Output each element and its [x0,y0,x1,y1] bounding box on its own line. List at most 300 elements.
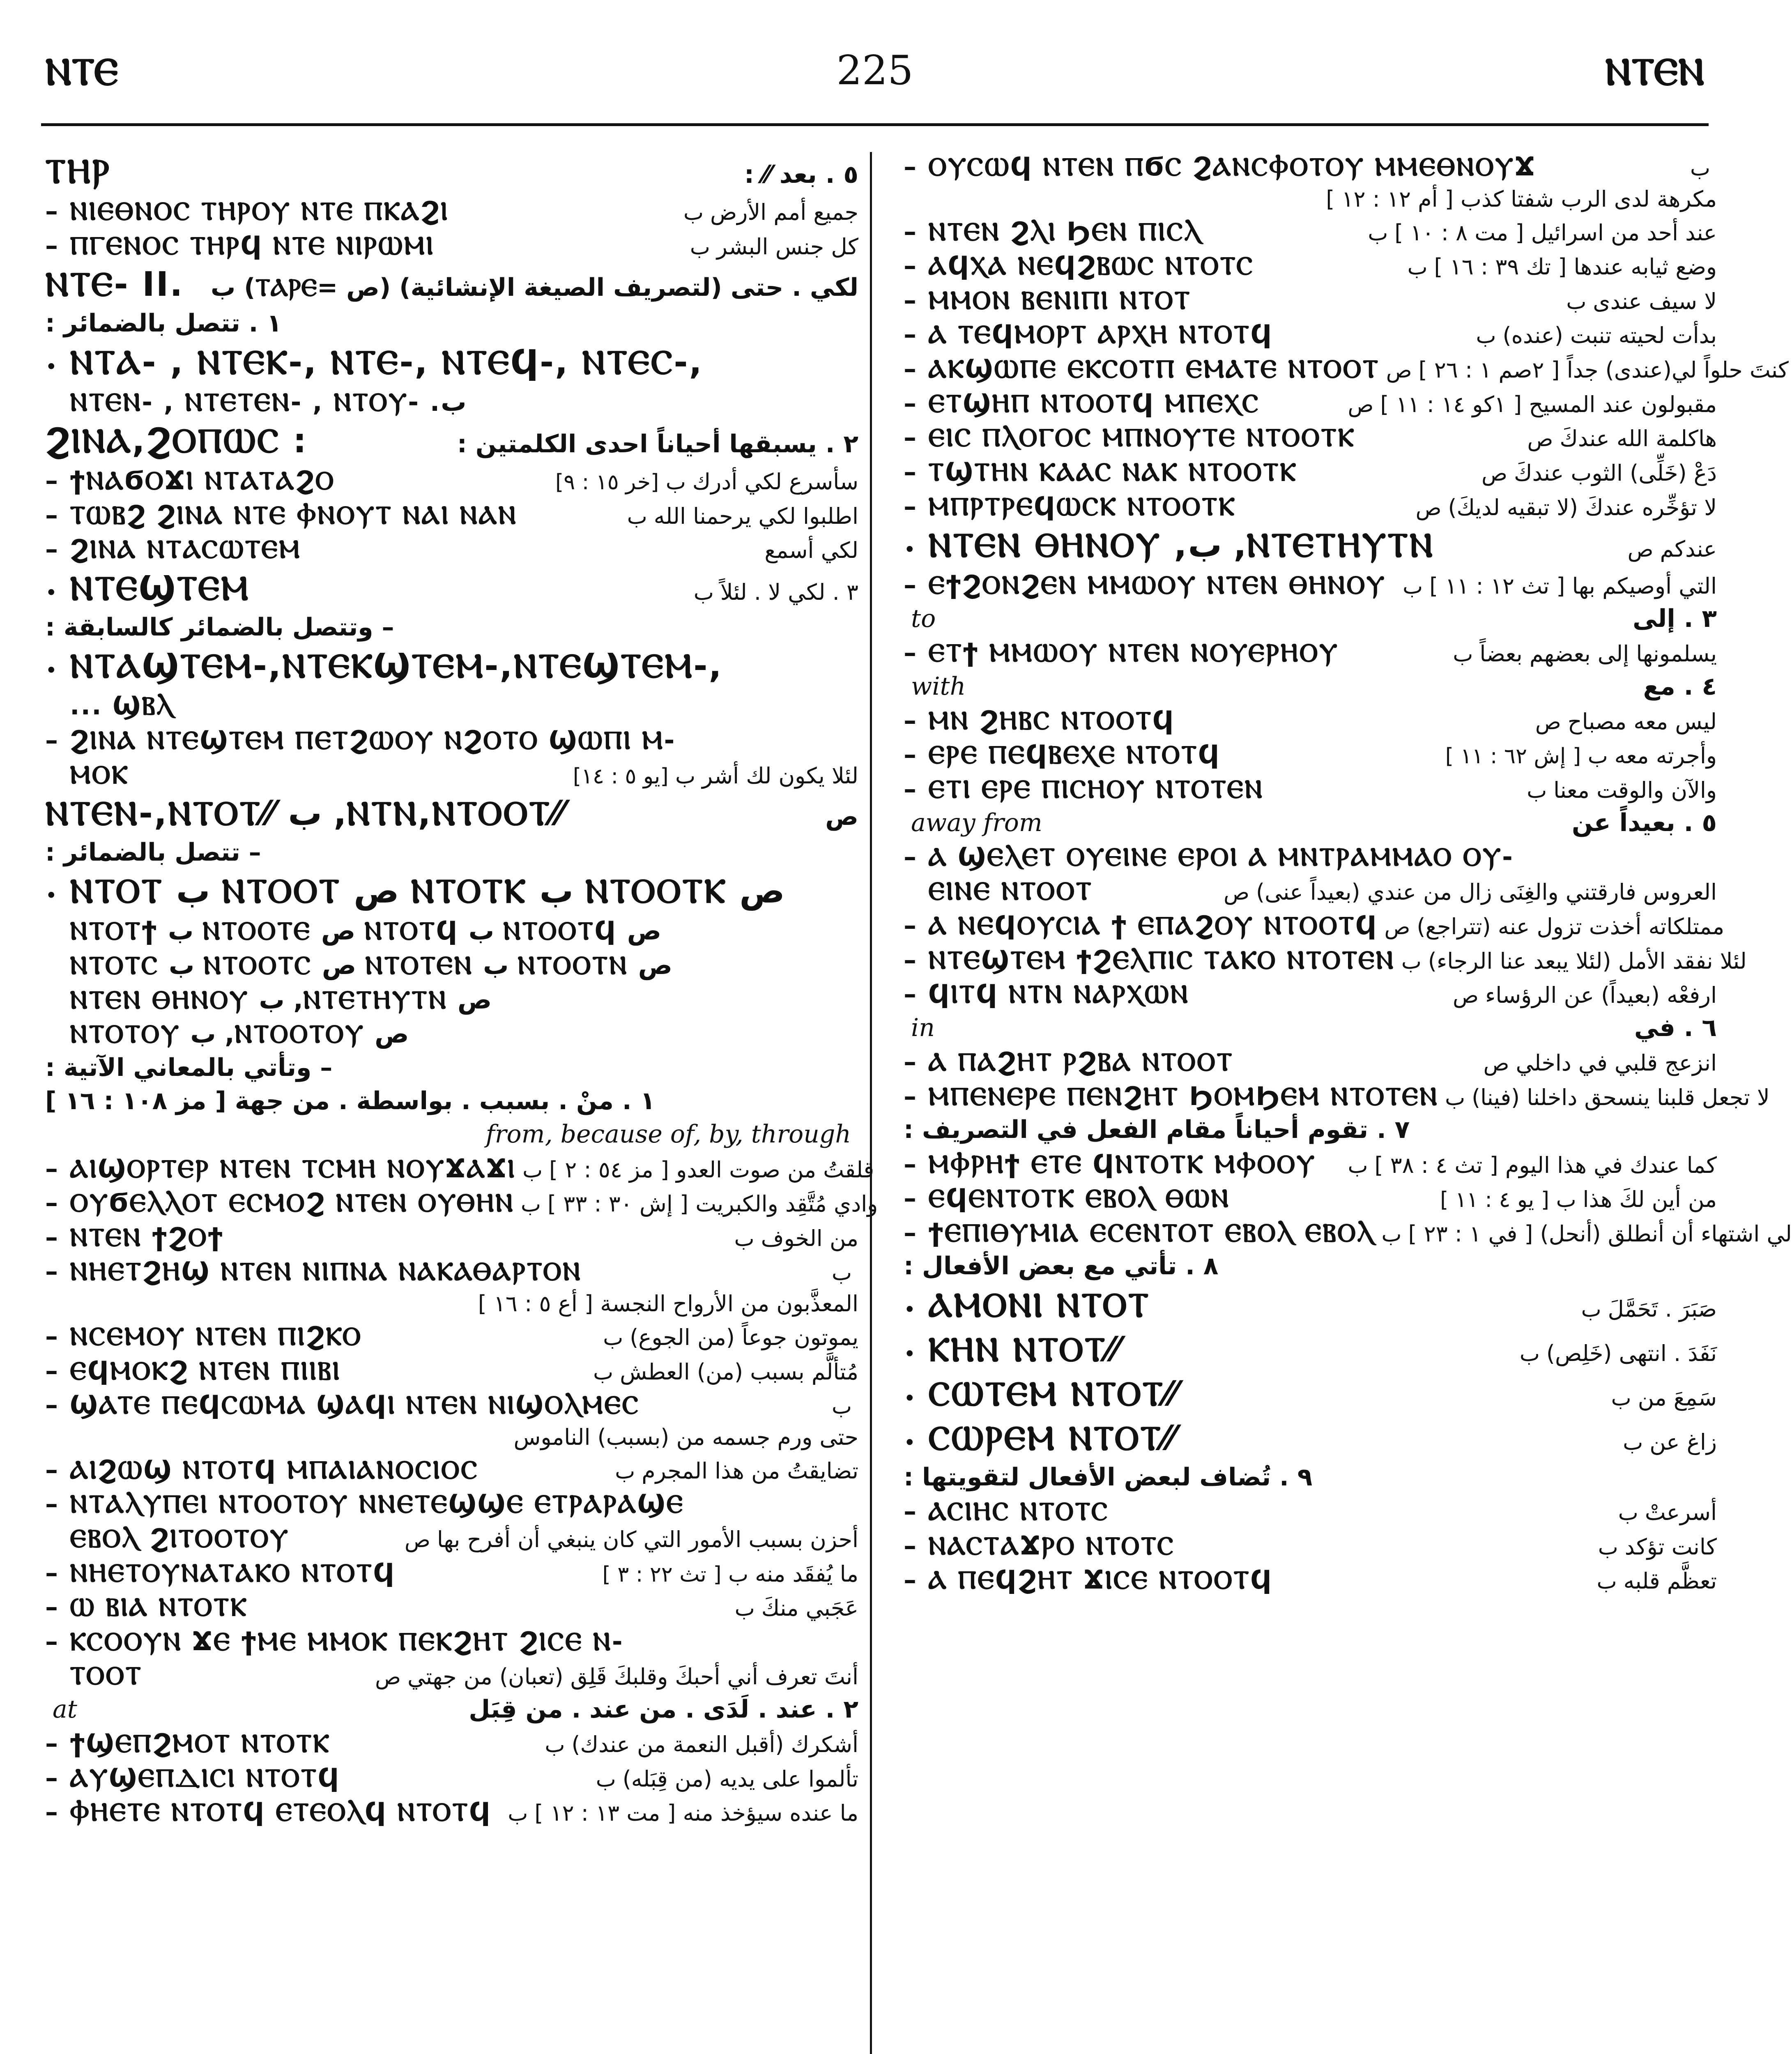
entry-dash: – [904,1565,916,1595]
arabic-text: ٩ . تُضاف لبعض الأفعال لتقويتها : [904,1462,1313,1492]
dialect-mark: ب [1403,574,1423,599]
arabic-text: لئلا نفقد الأمل (لئلا يبعد عنا الرجاء) [1428,948,1747,974]
arabic-text: سَمِعَ من [1638,1384,1717,1411]
entry-dash: – [45,230,58,260]
entry-dash: – [45,534,58,564]
dialect-mark: ب [603,1325,623,1350]
dialect-mark: ص [1415,495,1442,520]
entry-dash: – [45,1489,58,1519]
arabic-gloss: حتى ورم جسمه من (بسبب) الناموس [513,1424,858,1450]
entry-dash: – [45,196,58,226]
dialect-mark: ب [1618,1500,1638,1525]
dialect-mark: ب [734,1596,755,1621]
entry-dash: – [904,1047,916,1077]
entry-line [45,500,858,531]
section-heading [45,1053,858,1083]
entry-bullet: • [45,659,58,683]
entry-dash: – [904,319,916,350]
entry-dash: – [45,465,58,496]
dialect-mark: ب [1476,324,1496,349]
entry-dash: – [904,944,916,975]
dialect-mark: ص [375,1665,401,1690]
entry-dash: – [904,285,916,315]
arabic-text: ارفعْه (بعيداً) عن الرؤساء [1485,982,1717,1009]
coptic-text: ⲘⲠⲢⲦⲢⲈϤⲰⲤⲔ ⲚⲦⲞⲞⲦⲔ [928,491,1236,521]
section-heading [45,1086,858,1116]
section-heading [45,309,858,338]
arabic-text: لا تؤخِّره عندكَ (لا تبقيه لديكَ) [1448,494,1717,520]
entry-dash: – [45,1592,58,1622]
coptic-text: ⲚⲦⲈⲚ ϨⲖⲒ ϦⲈⲚ ⲠⲒⲤⲖ [928,216,1202,246]
arabic-text: لا سيف عندى [1593,288,1717,314]
section-heading [45,1695,858,1725]
entry-line [45,196,858,227]
arabic-text: ٣ . إلى [1633,604,1717,633]
entry-line [45,1187,878,1218]
dialect-mark: ب [خر ١٥ : ٩] [555,470,686,495]
arabic-text: كما عندك في هذا اليوم [ تث ٤ : ٣٨ ] [1374,1152,1717,1178]
dialect-mark: ص [1348,392,1374,417]
dialect-mark: ب [1598,1535,1618,1560]
entry-bullet: • [45,884,58,908]
entry-bullet: • [904,538,916,562]
coptic-text: ⲚⲎⲈⲦϨⲎϢ ⲚⲦⲈⲚ ⲚⲒⲠⲚⲀ ⲚⲀⲔⲀⲐⲀⲢⲦⲞⲚ [70,1256,582,1287]
arabic-text: لكي أسمع [764,537,858,564]
entry-line [45,984,858,1015]
coptic-text: ⲈϤⲈⲚⲦⲞⲦⲔ ⲈⲂⲞⲖ ⲐⲰⲚ [928,1183,1230,1214]
entry-line [904,285,1717,316]
dialect-mark: ص [1384,915,1410,940]
coptic-text: ⲦⲎⲢ [45,152,111,191]
section-heading [904,1462,1717,1492]
entry-dash: – [904,388,916,418]
entry-line [904,1046,1717,1078]
arabic-text: أشكرك (أقبل النعمة من عندك) [571,1732,858,1758]
entry-bullet: • [904,1386,916,1410]
entry-line [45,725,858,756]
entry-dash: – [45,1557,58,1588]
arabic-text: ما عنده سيؤخذ منه [ مت ١٣ : ١٢ ] [534,1800,858,1826]
entry-line [904,944,1747,976]
dialect-mark: ب [1381,1222,1402,1247]
entry-dash: – [45,1188,58,1218]
coptic-text: ⲈⲢⲈ ⲠⲈϤⲂⲈⲬⲈ ⲚⲦⲞⲦϤ [928,739,1221,770]
arabic-text: عند أحد من اسرائيل [ مت ٨ : ١٠ ] [1394,219,1717,246]
entry-line [45,465,858,496]
english-gloss: to [911,604,936,633]
entry-line [904,569,1717,601]
arabic-text: لي اشتهاء أن أنطلق (أنحل) [ في ١ : ٢٣ ] [1408,1220,1792,1247]
dialect-mark: ب [832,1394,852,1419]
section-heading [904,1115,1717,1145]
coptic-text: ⲚⲤⲈⲘⲞⲨ ⲚⲦⲈⲚ ⲠⲒϨⲔⲞ [70,1321,362,1351]
dialect-mark: ب [1527,778,1547,804]
entry-dash: – [904,739,916,770]
dialect-mark: ب [ تث ٢٢ : ٣ ] [602,1562,749,1587]
dialect-mark: ب [693,580,714,606]
coptic-text: ⲈⲦⲒ ⲈⲢⲈ ⲠⲒⲤⲎⲞⲨ ⲚⲦⲞⲦⲈⲚ [928,774,1264,804]
entry-line [45,1591,858,1623]
coptic-text: Ⲱ ⲂⲒⲀ ⲚⲦⲞⲦⲔ [70,1592,248,1622]
arabic-gloss: المعذَّبون من الأرواح النجسة [ أع ٥ : ١٦ ] [478,1291,858,1317]
arabic-text: ما يُفقَد منه [755,1561,858,1587]
dialect-mark: ب [1566,289,1587,314]
arabic-text: ليس معه مصباح [1567,708,1717,735]
entry-line [45,1153,874,1184]
dialect-mark: ب [ إش ٦٢ : ١١ ] [1445,744,1608,769]
entry-line [904,739,1717,770]
coptic-text: ⲞⲨϬⲈⲖⲖⲞⲦ ⲈⲤⲘⲞϨ ⲚⲦⲈⲚ ⲞⲨⲐⲎⲚ [70,1188,514,1218]
arabic-gloss: مكرهة لدى الرب شفتا كذب [ أم ١٢ : ١٢ ] [1326,186,1717,212]
entry-dash: – [45,1390,58,1420]
arabic-text: مقبولون عند المسيح [ ١كو ١٤ : ١١ ] [1380,391,1717,417]
arabic-text: يموتون جوعاً (من الجوع) [630,1324,858,1350]
arabic-text: ٨ . تأتي مع بعض الأفعال : [904,1252,1219,1281]
entry-line [904,1217,1792,1248]
entry-line [45,387,858,418]
entry-dash: – [45,1626,58,1656]
entry-bullet: • [45,355,58,379]
entry-line [45,1119,858,1149]
coptic-text: ⲈⲂⲞⲖ ϨⲒⲦⲞⲞⲦⲞⲨ [70,1523,290,1553]
section-heading [904,604,1717,634]
coptic-text: ⲚⲦⲞⲦⲞⲨ ب ,ⲚⲦⲞⲞⲦⲞⲨ ص [70,1019,409,1049]
coptic-text: ⲞⲨⲤⲰϤ ⲚⲦⲈⲚ ⲠϬⲤ ϨⲀⲚⲤⲪⲞⲦⲞⲨ ⲘⲘⲈⲐⲚⲞⲨϪ [928,152,1536,182]
arabic-text: وادي مُتَّقِد والكبريت [ إش ٣٠ : ٣٣ ] [547,1191,878,1217]
coptic-text: Ⲁ ⲠⲈϤϨⲎⲦ ϪⲒⲤⲈ ⲚⲦⲞⲞⲦϤ [928,1565,1273,1595]
arabic-text: وضع ثيابه عندها [ تك ٣٩ : ١٦ ] [1434,254,1717,280]
entry-line [904,388,1717,419]
arabic-text: والآن والوقت معنا [1553,777,1717,804]
entry-line [904,151,1717,182]
dialect-mark: ب [545,1733,565,1758]
column-divider [870,152,872,2054]
coptic-text: ⲚⲒⲈⲐⲚⲞⲤ ⲦⲎⲢⲞⲨ ⲚⲦⲈ ⲠⲔⲀϨⲒ [70,196,449,226]
coptic-text: ⲔⲤⲞⲞⲨⲚ ϪⲈ ϯⲘⲈ ⲘⲘⲞⲔ ⲠⲈⲔϨⲎⲦ ϨⲒⲤⲈ Ⲛ- [70,1626,624,1656]
arabic-text: وأجرته معه [1614,743,1717,769]
arabic-text: نَفَدَ . انتهى (خَلِص) [1546,1340,1717,1366]
dialect-mark: ب [508,1801,528,1826]
coptic-text: ⲚⲦⲈⲚ ϯϨⲞϯ [70,1222,224,1252]
entry-dash: – [904,216,916,246]
coptic-text: ⲘⲞⲔ [70,759,129,790]
arabic-text: تعظَّم قلبه [1623,1568,1717,1594]
dialect-mark: ب [522,1158,543,1183]
entry-dash: – [45,1153,58,1184]
entry-line [45,1321,858,1352]
entry-dash: – [904,774,916,804]
entry-line [904,319,1717,350]
entry-dash: – [904,841,916,872]
entry-line [45,1256,858,1287]
entry-line [45,646,858,687]
arabic-text: كانت تؤكد [1624,1534,1717,1560]
section-heading [904,672,1717,702]
entry-dash: – [45,1355,58,1386]
coptic-text: ⲚⲦⲀ- , ⲚⲦⲈⲔ-, ⲚⲦⲈ-, ⲚⲦⲈϤ-, ⲚⲦⲈⲤ-, [70,343,703,382]
coptic-text: ⲚⲦⲈⲚ ⲐⲎⲚⲞⲨ ,ب ,ⲚⲦⲈⲦⲎⲨⲦⲚ [928,526,1434,565]
entry-line [45,1557,858,1589]
coptic-text: ⲤⲰⲢⲈⲘ ⲚⲦⲞⲦ⁄⁄ [928,1418,1176,1458]
entry-dash: – [904,152,916,182]
entry-line [45,1454,858,1485]
entry-line [904,875,1717,907]
entry-line [904,1329,1717,1370]
arabic-text: أحزن بسبب الأمور التي كان ينبغي أن أفرح بها [437,1526,858,1552]
entry-line [904,250,1717,281]
coptic-text: ⲈⲒⲤ ⲠⲖⲞⲄⲞⲤ ⲘⲠⲚⲞⲨⲦⲈ ⲚⲦⲞⲞⲦⲔ [928,422,1355,453]
coptic-text: ⲦⲰⲂϨ ϨⲒⲚⲀ ⲚⲦⲈ ⲪⲚⲞⲨⲦ ⲚⲀⲒ ⲚⲀⲚ [70,500,518,530]
arabic-text: – تتصل بالضمائر : [45,838,261,867]
entry-dash: – [904,1149,916,1179]
dialect-mark: ب [1348,1153,1368,1178]
arabic-text: انزعج قلبي في داخلي [1516,1050,1717,1076]
section-heading [45,264,858,305]
arabic-text: تضايقتُ من هذا المجرم [642,1458,858,1484]
entry-line [904,353,1789,385]
coptic-text: ⲀϤⲬⲀ ⲚⲈϤϨⲂⲰⲤ ⲚⲦⲞⲦⲤ [928,251,1254,281]
dialect-mark: ص [1527,427,1553,452]
coptic-text: ⲀⲤⲒⲎⲤ ⲚⲦⲞⲦⲤ [928,1496,1109,1526]
entry-line [904,841,1717,873]
page-number: 225 [836,47,913,94]
entry-line [904,1374,1717,1415]
entry-dash: – [904,1496,916,1526]
arabic-text: من الخوف [761,1225,858,1251]
arabic-text: ٥ . بعيداً عن [1571,808,1717,837]
coptic-text: ⲚⲦⲈⲚ ⲐⲎⲚⲞⲨ ب ,ⲚⲦⲈⲦⲎⲨⲦⲚ ص [70,984,492,1015]
entry-line [904,774,1717,805]
dialect-mark: ص [1224,880,1250,905]
entry-line [904,491,1717,522]
arabic-text: ٥ . بعد ⁄⁄ : [744,160,858,189]
entry-line [45,342,858,383]
dialect-mark: ص [1627,537,1654,562]
dialect-mark: ب [1596,1569,1617,1594]
arabic-text: اطلبوا لكي يرحمنا الله [653,503,858,529]
entry-line [904,1081,1770,1112]
entry-line [45,1762,858,1794]
entry-bullet: • [904,1297,916,1322]
coptic-text: ⲚⲦⲞⲦϯ ب ⲚⲦⲞⲞⲦⲈ ص ⲚⲦⲞⲦϤ ب ⲚⲦⲞⲞⲦϤ ص [70,916,662,946]
coptic-text: ⲘⲪⲢⲎϯ ⲈⲦⲈ ϤⲚⲦⲞⲦⲔ ⲘⲪⲞⲞⲨ [928,1149,1316,1179]
entry-line [904,1496,1717,1527]
dialect-mark: ب [596,1767,616,1792]
entry-dash: – [904,637,916,668]
entry-line [904,1183,1717,1214]
coptic-text: ⲠⲄⲈⲚⲞⲤ ⲦⲎⲢϤ ⲚⲦⲈ ⲚⲒⲢⲰⲘⲒ [70,230,435,260]
coptic-text: ⲚⲦⲈⲚ- , ⲚⲦⲈⲦⲈⲚ- , ⲚⲦⲞⲨ- .ب [70,387,467,417]
entry-bullet: • [904,1430,916,1455]
coptic-text: Ⲁ ⲦⲈϤⲘⲞⲢⲦ ⲀⲢⲬⲎ ⲚⲦⲞⲦϤ [928,319,1273,350]
section-heading [45,793,858,834]
arabic-text: ممتلكاته أخذت تزول عنه (تتراجع) [1417,914,1725,940]
arabic-text: قلقتُ من صوت العدو [ مز ٥٤ : ٢ ] [549,1156,874,1183]
coptic-text: ⲚⲦⲈ- II. [45,265,184,304]
entry-line [904,456,1717,488]
entry-dash: – [45,1321,58,1351]
dialect-mark: ص [1453,983,1479,1009]
section-heading [45,838,858,868]
entry-line [45,534,858,565]
coptic-text: ⲘⲚ ϨⲎⲂⲤ ⲚⲦⲞⲞⲦϤ [928,705,1175,735]
entry-line [45,871,858,912]
coptic-text: ⲚⲎⲈⲦⲞⲨⲚⲀⲦⲀⲔⲞ ⲚⲦⲞⲦϤ [70,1557,396,1588]
dialect-mark: ص [1483,1051,1509,1076]
entry-dash: – [904,1183,916,1214]
dialect-mark: ب [690,235,710,260]
coptic-text: ⲀⲘⲞⲚⲒ ⲚⲦⲞⲦ [928,1285,1150,1325]
entry-line [904,1149,1717,1180]
dialect-mark: ب [يو ٥ : ١٤] [573,764,696,789]
entry-dash: – [904,354,916,384]
entry-line [904,1564,1717,1596]
coptic-text: ⲀⲒϢⲞⲢⲦⲈⲢ ⲚⲦⲈⲚ ⲦⲤⲘⲎ ⲚⲞⲨϪⲀϪⲒ [70,1153,516,1184]
dialect-mark: ب [1401,949,1422,974]
entry-line [45,690,858,721]
coptic-text: ⲚⲦⲞⲦ ب ⲚⲦⲞⲞⲦ ص ⲚⲦⲞⲦⲔ ب ⲚⲦⲞⲞⲦⲔ ص [70,872,785,911]
entry-line [904,979,1717,1010]
arabic-text: ٤ . مع [1643,672,1717,701]
coptic-text: Ⲁ ⲚⲈϤⲞⲨⲤⲒⲀ ϯ ⲈⲠⲀϨⲞⲨ ⲚⲦⲞⲞⲦϤ [928,910,1378,941]
section-heading [904,1013,1717,1043]
entry-dash: – [45,1454,58,1485]
right-column [904,148,1792,1599]
dialect-mark: ب [832,1261,852,1286]
entry-dash: – [904,251,916,281]
coptic-text: Ⲁ ⲠⲀϨⲎⲦ ⲢϨⲂⲀ ⲚⲦⲞⲞⲦ [928,1047,1234,1077]
arabic-text: زاغ عن [1649,1429,1717,1455]
coptic-text: ⲚⲦⲀⲖⲨⲠⲈⲒ ⲚⲦⲞⲞⲦⲞⲨ ⲚⲚⲈⲦⲈϢϢⲈ ⲈⲦⲢⲀⲢⲀϢⲈ [70,1489,684,1519]
entry-line [45,1728,858,1759]
entry-line [45,1355,858,1386]
entry-line [904,1418,1717,1459]
dialect-mark: ب [1611,1386,1631,1411]
english-gloss: with [911,672,966,701]
entry-line [45,1796,858,1828]
coptic-text: ⲚⲦⲀϢⲦⲈⲘ-,ⲚⲦⲈⲔϢⲦⲈⲘ-,ⲚⲦⲈϢⲦⲈⲘ-, [70,647,723,686]
arabic-text: هاكلمة الله عندكَ [1560,426,1717,452]
entry-dash: – [904,1081,916,1111]
arabic-text: أنتَ تعرف أني أحبكَ وقلبكَ قَلِق (تعبان) من جهتي [407,1664,858,1690]
dialect-mark: ب [521,1192,541,1217]
arabic-text: جميع أمم الأرض [710,199,858,226]
entry-dash: – [904,705,916,735]
entry-line [45,1626,858,1657]
dialect-mark: ب [683,200,704,226]
arabic-text: عَجَبي منكَ [761,1595,858,1621]
arabic-text: دَعْ (خَلِّى) الثوب عندكَ [1514,460,1717,486]
coptic-text: ϨⲒⲚⲀ,ϨⲞⲠⲰⲤ : [45,421,308,461]
english-gloss: in [911,1013,935,1042]
entry-dash: – [45,1762,58,1793]
entry-line [904,910,1725,941]
dialect-mark: ص [1481,461,1507,486]
section-heading [904,1251,1717,1281]
entry-line [45,1523,858,1554]
entry-dash: – [904,422,916,453]
entry-line [904,1530,1717,1561]
arabic-text: كنتَ حلواً لي(عندى) جداً [ ٢صم ١ : ٢٦ ] [1418,357,1789,383]
english-gloss: from, because of, by, through [485,1120,851,1149]
dialect-mark: ب [615,1459,635,1484]
arabic-text: صَبَرَ . تَحَمَّلَ [1608,1296,1717,1322]
arabic-text: سأسرع لكي أدرك [692,469,858,495]
coptic-text: ⲚⲦⲈϢⲦⲈⲘ ϯϨⲈⲖⲠⲒⲤ ⲦⲀⲔⲞ ⲚⲦⲞⲦⲈⲚ [928,944,1395,975]
entry-dash: – [904,570,916,600]
coptic-text: ϤⲒⲦϤ ⲚⲦⲚ ⲚⲀⲢⲬⲰⲚ [928,979,1189,1009]
dialect-mark: ب [1368,221,1388,246]
running-head-left: ⲚⲦⲈ [45,49,119,94]
entry-dash: – [45,1728,58,1759]
coptic-text: ⲀⲨϢⲈⲠⲆⲒⲤⲒ ⲚⲦⲞⲦϤ [70,1762,340,1793]
coptic-text: ⲘⲘⲞⲚ ⲂⲈⲚⲒⲠⲒ ⲚⲦⲞⲦ [928,285,1192,315]
dialect-mark: ص [1386,358,1412,383]
entry-line [45,1488,858,1520]
entry-dash: – [45,1797,58,1827]
coptic-text: ⲈⲦϢⲎⲠ ⲚⲦⲞⲞⲦϤ ⲘⲠⲈⲬⲤ [928,388,1260,418]
coptic-text: ⲔⲎⲚ ⲚⲦⲞⲦ⁄⁄ [928,1330,1120,1369]
dialect-mark: ب [627,504,647,529]
coptic-text: ... ϢⲂⲖ [70,691,175,721]
entry-dash: – [904,1530,916,1561]
arabic-text: ٦ . في [1634,1013,1717,1042]
dialect-mark: ب [1690,156,1710,181]
arabic-text: لئلا يكون لك أشر [702,762,858,789]
arabic-text: بدأت لحيته تنبت (عنده) [1502,322,1717,349]
coptic-text: ⲦϢⲦⲎⲚ ⲔⲀⲀⲤ ⲚⲀⲔ ⲚⲦⲞⲞⲦⲔ [928,456,1297,487]
entry-line [904,1285,1717,1326]
entry-dash: – [904,1217,916,1248]
arabic-text: – وتأتي بالمعاني الآتية : [45,1053,333,1082]
arabic-text: ص [825,802,858,831]
arabic-text: كل جنس البشر [716,233,858,260]
section-heading [45,613,858,642]
header-rule [41,123,1709,126]
left-column [45,148,878,1831]
entry-line [45,759,858,790]
arabic-text: تألموا على يديه (من قِبَله) [622,1766,858,1792]
entry-bullet: • [904,1342,916,1366]
entry-dash: – [45,725,58,755]
coptic-text: ⲚⲦⲞⲦⲤ ب ⲚⲦⲞⲞⲦⲤ ص ⲚⲦⲞⲦⲈⲚ ب ⲚⲦⲞⲞⲦⲚ ص [70,950,673,981]
dialect-mark: ب [1407,255,1428,280]
arabic-text: لكي . حتى (لتصريف الصيغة الإنشائية) (ص =ⲦⲀⲢⲈ) ب [210,273,858,302]
entry-dash: – [904,910,916,941]
entry-dash: – [45,1222,58,1252]
coptic-text: ⲈϤⲘⲞⲔϨ ⲚⲦⲈⲚ ⲠⲒⲒⲂⲒ [70,1355,341,1386]
coptic-text: ⲀⲒϨⲰϢ ⲚⲦⲞⲦϤ ⲘⲠⲀⲒⲀⲚⲞⲤⲒⲞⲤ [70,1454,478,1485]
dialect-mark: ب [593,1360,614,1385]
coptic-text: ⲚⲦⲈϢⲦⲈⲘ [70,569,250,608]
coptic-text: ⲈⲦϯ ⲘⲘⲰⲞⲨ ⲚⲦⲈⲚ ⲚⲞⲨⲈⲢⲎⲞⲨ [928,637,1339,668]
arabic-text: ١ . تتصل بالضمائر : [45,309,282,338]
entry-dash: – [904,979,916,1009]
entry-line [45,950,858,981]
arabic-text: يسلمونها إلى بعضهم بعضاً [1479,640,1717,667]
coptic-text: ⲈⲒⲚⲈ ⲚⲦⲞⲞⲦ [928,876,1093,906]
entry-line [45,915,858,946]
arabic-text: ٢ . يسبقها أحياناً احدى الكلمتين : [457,430,858,459]
coptic-text: ⲘⲠⲈⲚⲈⲢⲈ ⲠⲈⲚϨⲎⲦ ϦⲞⲘϦⲈⲘ ⲚⲦⲞⲦⲈⲚ [928,1081,1439,1111]
entry-line [45,1389,858,1421]
entry-dash: – [904,491,916,521]
arabic-text: التي أوصيكم بها [ تث ١٢ : ١١ ] [1429,573,1717,599]
section-heading [904,808,1717,838]
section-heading [45,421,858,462]
entry-line [45,1222,858,1253]
entry-dash: – [45,1256,58,1287]
